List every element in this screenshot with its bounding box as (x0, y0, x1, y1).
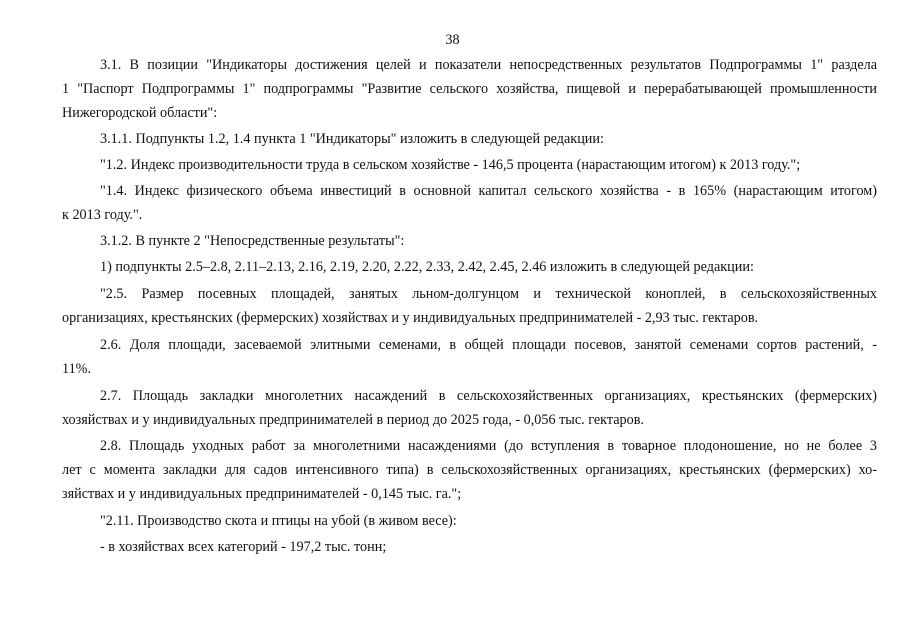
text-line: 3.1. В позиции "Индикаторы достижения целей и показатели непосредственных результатов Подпрограммы 1" раздела (100, 57, 877, 73)
text-line: Нижегородской области": (62, 105, 218, 121)
text-line: 1 "Паспорт Подпрограммы 1" подпрограммы "Развитие сельского хозяйства, пищевой и перерабатывающей промышленности (62, 81, 877, 97)
text-line: "1.4. Индекс физического объема инвестиций в основной капитал сельского хозяйства - в 165% (нарастающим итогом) (100, 183, 877, 199)
text-line: 2.7. Площадь закладки многолетних насаждений в сельскохозяйственных организациях, крестьянских (фермерских) (100, 388, 877, 404)
text-line: 3.1.1. Подпункты 1.2, 1.4 пункта 1 "Индикаторы" изложить в следующей редакции: (100, 131, 604, 147)
text-line: 2.6. Доля площади, засеваемой элитными семенами, в общей площади посевов, занятой семенами сортов растений, - (100, 337, 877, 353)
text-line: лет с момента закладки для садов интенсивного типа) в сельскохозяйственных организациях, крестьянских (фермерских) хо- (62, 462, 877, 478)
text-line: 1) подпункты 2.5–2.8, 2.11–2.13, 2.16, 2.19, 2.20, 2.22, 2.33, 2.42, 2.45, 2.46 изложить в следующей редакции: (100, 259, 754, 275)
text-line: организациях, крестьянских (фермерских) хозяйствах и у индивидуальных предпринимателей - 2,93 тыс. гектаров. (62, 310, 759, 326)
text-line: хозяйствах и у индивидуальных предпринимателей в период до 2025 года, - 0,056 тыс. гектаров. (62, 412, 644, 428)
text-line: "2.5. Размер посевных площадей, занятых льном-долгунцом и технической коноплей, в сельскохозяйственных (100, 286, 877, 302)
text-line: зяйствах и у индивидуальных предпринимателей - 0,145 тыс. га."; (62, 486, 462, 502)
page-number: 38 (445, 32, 460, 48)
text-line: 2.8. Площадь уходных работ за многолетними насаждениями (до вступления в товарное плодоношение, но не более 3 (100, 438, 877, 454)
text-line: "1.2. Индекс производительности труда в сельском хозяйстве - 146,5 процента (нарастающим итогом) к 2013 году."; (100, 157, 801, 173)
text-line: к 2013 году.". (62, 207, 143, 223)
text-line: 11%. (62, 361, 92, 377)
text-line: "2.11. Производство скота и птицы на убой (в живом весе): (100, 513, 457, 529)
text-line: 3.1.2. В пункте 2 "Непосредственные результаты": (100, 233, 405, 249)
text-line: - в хозяйствах всех категорий - 197,2 тыс. тонн; (100, 539, 387, 555)
